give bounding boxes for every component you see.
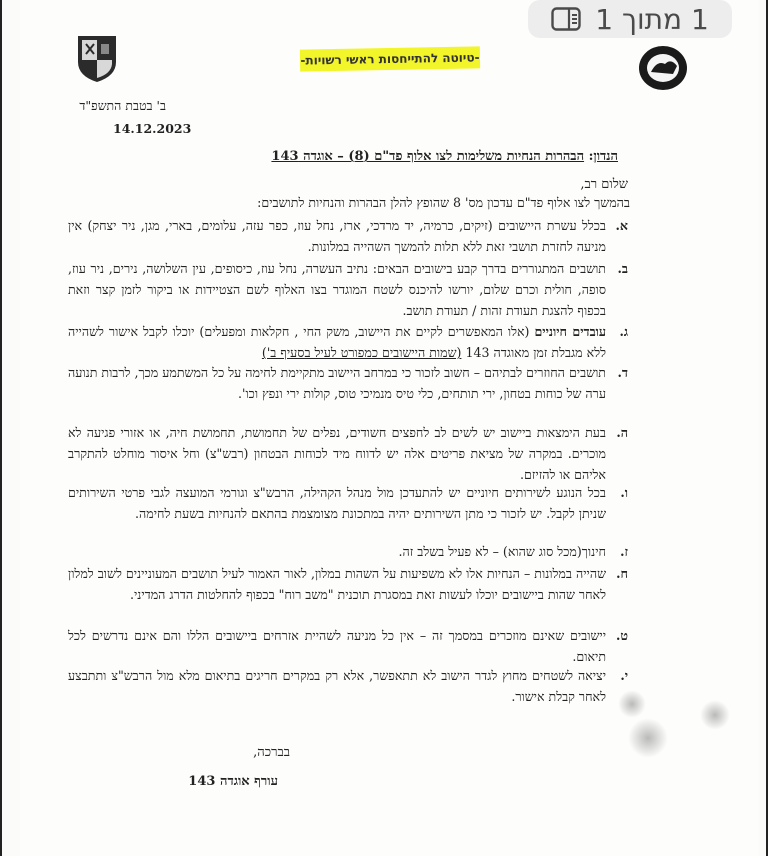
division-emblem-icon: [76, 34, 118, 84]
item-text: יישובים שאינם מוזכרים במסמך זה – אין כל מניעה לשהיית אזרחים ביישובים הללו והם אינם נדרשים לכל תיאום.: [68, 628, 606, 664]
list-item: [68, 665, 628, 707]
item-bold-lead: עובדים חיוניים: [534, 324, 606, 339]
list-item: [68, 362, 628, 404]
item-letter: ד.: [617, 365, 628, 380]
closing: בברכה,: [253, 745, 290, 760]
scan-smudge: [628, 718, 668, 758]
scan-smudge: [618, 690, 646, 718]
item-letter: ז.: [620, 544, 628, 559]
item-letter: ט.: [616, 628, 628, 643]
subject-label: הנדון: [593, 149, 618, 164]
subject-title: הבהרות הנחיות משלימות לצו אלוף פד"ם (8) – אוגדה 143: [271, 149, 585, 164]
item-text: חינוך(מכל סוג שהוא) – לא פעיל בשלב זה.: [398, 544, 606, 559]
item-letter: י.: [620, 668, 628, 683]
item-text: שהייה במלונות – הנחיות אלו לא משפיעות על השהות במלון, לאור האמור לעיל תושבים המעוניינים לשוב למלון לאחר שהות ביישובים יוכלו לעשות זאת במסגרת תוכנית "משב רוח" בכפוף להחלטות הדרג המדיני.: [68, 566, 606, 602]
command-emblem-icon: [637, 44, 689, 92]
item-letter: ו.: [620, 485, 628, 500]
list-item: [68, 422, 628, 485]
item-underlined-note: (שמות היישובים כמפורט לעיל בסעיף ב'): [261, 345, 462, 360]
item-text: בכל הנוגע לשירותים חיוניים יש להתעדכן מול מנהל הקהילה, הרבש"צ וגורמי המועצה לגבי פרטי השירותים שניתן לקבל. יש לזכור כי מתן השירותים יהיה במתכונת מצומצמת בהתאם להנחיות בשעת לחימה.: [68, 485, 606, 521]
list-item: [68, 258, 628, 321]
document-date: 14.12.2023: [113, 121, 192, 136]
page-thumbnail-icon[interactable]: [551, 7, 581, 31]
item-text: בעת הימצאות ביישוב יש לשים לב לחפצים חשודים, נפלים של תחמושת, תחמושת חיה, או אזורי פגיעה לא מוכרים. במקרה של מציאת פריטים אלה יש לדווח מיד לכוחות הבטחון (רבש"צ) וחל איסור מוחלט להתקרב אליהם או להזיזם.: [68, 425, 606, 482]
hebrew-date: ב' בטבת התשפ"ד: [79, 98, 166, 113]
greeting: שלום רב,: [580, 177, 628, 192]
item-text: תושבים החוזרים לבתיהם – חשוב לזכור כי במרחב היישוב מתקיימת לחימה על כל המשתמע מכך, לרבות תנועה ערה של כוחות בטחון, ירי תותחים, כלי טיס מנמיכי טוס, קולות ירי ונפץ וכו'.: [68, 365, 606, 401]
list-item: [68, 321, 628, 363]
page-counter[interactable]: [528, 0, 732, 38]
list-item: [68, 563, 628, 605]
item-text: יציאה לשטחים מחוץ לגדר הישוב לא תתאפשר, אלא רק במקרים חריגים בתיאום מלא מול הרבש"צ ותתבצע לאחר קבלת אישור.: [68, 668, 606, 704]
item-letter: ב.: [617, 261, 628, 276]
left-edge: [0, 0, 2, 856]
intro-paragraph: בהמשך לצו אלוף פד"ם עדכון מס' 8 שהופץ להלן הבהרות והנחיות לתושבים:: [257, 195, 630, 210]
scan-smudge: [700, 700, 730, 730]
item-letter: ה.: [616, 425, 628, 440]
item-letter: ח.: [616, 566, 628, 581]
draft-highlight: -טיוטה להתייחסות ראשי רשויות-: [300, 46, 480, 71]
item-letter: ג.: [619, 324, 628, 339]
item-text: תושבים המתגוררים בדרך קבע בישובים הבאים: נתיב העשרה, נחל עוז, כיסופים, עין השלושה, נירים, ניר עוז, סופה, חולית וכרם שלום, יורשו להיכנס לשטח המוגדר בצו האלוף לשם הצטיידות או ביקור לזמן קצר וזאת בכפוף להצגת תעודת זהות / תעודת תושב.: [68, 261, 606, 318]
item-letter: א.: [615, 218, 628, 233]
list-item: [68, 215, 628, 257]
page-counter-label: 1 מתוך 1: [595, 2, 709, 36]
item-text: (אלו המאפשרים לקיים את היישוב, משק החי , חקלאות ומפעלים) יוכלו לקבל אישור לשהייה ללא מגבלת זמן מאוגדה 143: [68, 324, 606, 360]
item-text-container: [68, 321, 606, 363]
item-text: בכלל עשרת היישובים (זיקים, כרמיה, יד מרדכי, ארז, נחל עוז, כפר עזה, עלומים, בארי, מגן, ניר יצחק) אין מניעה לחזרת תושבי זאת ללא תלות להמשך השהייה במלונות.: [68, 218, 606, 254]
list-item: [68, 482, 628, 524]
list-item: [68, 541, 628, 562]
signature: עורף אוגדה 143: [188, 774, 278, 789]
list-item: [68, 625, 628, 667]
subject-line: הנדון: הבהרות הנחיות משלימות לצו אלוף פד"ם (8) – אוגדה 143: [271, 149, 618, 164]
